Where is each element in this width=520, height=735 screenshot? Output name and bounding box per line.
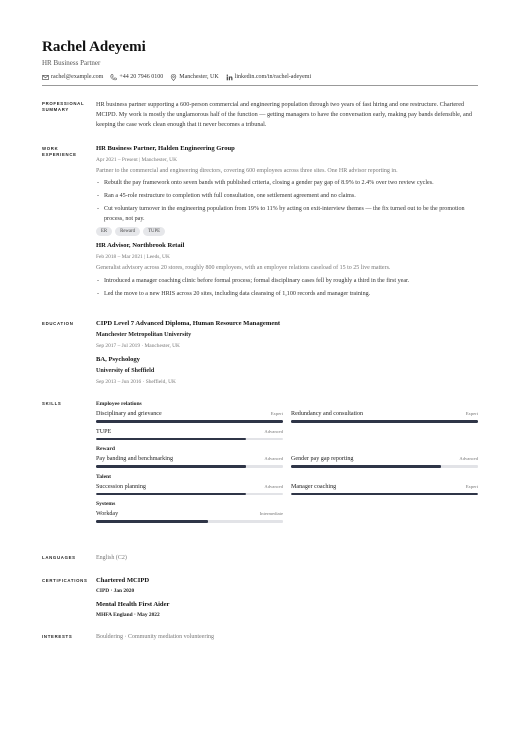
education-entry [96, 319, 478, 351]
contact-linkedin[interactable]: linkedin.com/in/rachel-adeyemi [226, 73, 311, 81]
job-meta: Feb 2018 – Mar 2021 | Leeds, UK [96, 254, 170, 260]
skill-name: Disciplinary and grievance [96, 411, 162, 417]
skill-item [96, 454, 283, 471]
linkedin-icon [226, 74, 233, 81]
skill-bar-fill [96, 465, 246, 468]
degree: BA, Psychology [96, 356, 140, 363]
candidate-name: Rachel Adeyemi [42, 39, 146, 55]
skill-bar-fill [96, 520, 208, 523]
summary-text: HR business partner supporting a 600-person commercial and engineering population through two years of fast hiring and one restructure. Chartered MCIPD. My work is mostly the unglamorous half of the function — getting managers to have the conversation early, making pay bands defensible, and keeping the case work clean enough that it never becomes a tribunal. [96, 101, 472, 128]
skill-group-title: Employee relations [96, 401, 142, 407]
skill-level: Intermediate [259, 511, 283, 516]
skill-level: Advanced [264, 456, 283, 461]
mail-icon [42, 74, 49, 81]
job-bullet: - Led the move to a new HRIS across 20 sites, including data cleansing of 1,100 records and manager training. [96, 289, 478, 299]
skill-bar [291, 420, 478, 423]
tag-chip: Reward [115, 227, 140, 236]
skill-level: Expert [465, 411, 478, 416]
skill-bar-fill [96, 493, 246, 496]
section-label: CERTIFICATIONS [42, 578, 88, 583]
contact-bar [42, 73, 478, 81]
job-entry [96, 241, 478, 299]
section-label: WORK EXPERIENCE [42, 146, 77, 157]
skill-name: Manager coaching [291, 483, 337, 490]
skill-name: TUPE [96, 428, 112, 435]
skill-bar-fill [291, 420, 478, 423]
skill-bar [96, 438, 283, 441]
skill-group-title: Systems [96, 501, 116, 507]
contact-phone[interactable]: +44 20 7946 0100 [110, 73, 163, 81]
skill-bar-fill [96, 438, 246, 441]
certification-meta: MHFA England · May 2022 [96, 612, 160, 618]
section-label: PROFESSIONAL SUMMARY [42, 101, 85, 112]
skill-item [291, 409, 478, 426]
certification-entry [96, 600, 478, 620]
skill-bar [96, 420, 283, 423]
education-meta: Sep 2017 – Jul 2019 · Manchester, UK [96, 343, 180, 349]
job-bullet: - Ran a 45-role restructure to completion with full consultation, one settlement agreement and no claims. [96, 191, 478, 201]
skill-item [291, 482, 478, 499]
skill-level: Expert [270, 411, 283, 416]
skill-name: Redundancy and consultation [291, 411, 364, 417]
section-label: INTERESTS [42, 634, 73, 639]
skill-level: Advanced [459, 456, 478, 461]
job-description: Generalist advisory across 20 stores, roughly 800 employees, with an employee relations caseload of 15 to 25 live matters. [96, 265, 391, 271]
certification-meta: CIPD · Jan 2020 [96, 588, 135, 594]
skill-bar [291, 493, 478, 496]
phone-icon [110, 74, 117, 81]
skill-item [291, 454, 478, 471]
skill-bar-fill [291, 493, 478, 496]
section-label: LANGUAGES [42, 555, 76, 560]
skill-bar [96, 493, 283, 496]
skill-item [96, 509, 283, 526]
resume-page [42, 38, 478, 640]
skill-level: Advanced [264, 483, 283, 489]
languages-text: English (C2) [96, 555, 127, 561]
job-title: HR Advisor, Northbrook Retail [96, 242, 185, 249]
school: Manchester Metropolitan University [96, 332, 192, 338]
job-bullet: - Introduced a manager coaching clinic before formal process; formal disciplinary cases fell by roughly a third in the first year. [96, 276, 478, 286]
skill-bar [96, 520, 283, 523]
contact-email[interactable]: rachel@example.com [42, 73, 103, 81]
contact-location: Manchester, UK [170, 73, 218, 81]
education-meta: Sep 2013 – Jun 2016 · Sheffield, UK [96, 379, 176, 385]
skill-item [96, 482, 283, 499]
location-pin-icon [170, 74, 177, 81]
job-meta: Apr 2021 – Present | Manchester, UK [96, 157, 177, 163]
candidate-title: HR Business Partner [42, 59, 101, 67]
job-entry [96, 144, 478, 236]
skill-group-title: Talent [96, 473, 112, 480]
education-entry [96, 355, 478, 387]
certification-entry [96, 576, 478, 596]
skill-level: Advanced [264, 428, 283, 434]
school: University of Sheffield [96, 368, 155, 374]
job-bullet: - Rebuilt the pay framework onto seven bands with published criteria, closing a gender pay gap of 8.9% to 2.4% over two review cycles. [96, 178, 478, 188]
skill-level: Expert [465, 483, 478, 489]
skill-group-title: Reward [96, 446, 115, 452]
job-bullet: - Cut voluntary turnover in the engineering population from 19% to 11% by acting on exit-interview themes — the fix turned out to be the promotion process, not pay. [96, 204, 478, 224]
interests-text: Bouldering · Community mediation volunteering [96, 634, 214, 640]
certification-name: Mental Health First Aider [96, 601, 170, 608]
skill-item [96, 409, 283, 426]
skill-bar [291, 465, 478, 468]
skill-name: Gender pay gap reporting [291, 456, 354, 462]
certification-name: Chartered MCIPD [96, 577, 150, 584]
skill-bar-fill [291, 465, 441, 468]
tag-chip: ER [96, 227, 112, 236]
skill-name: Workday [96, 511, 119, 517]
tag-chip: TUPE [143, 227, 165, 236]
job-description: Partner to the commercial and engineering directors, covering 600 employees across three sites. One HR advisor reporting in. [96, 168, 398, 174]
section-label: EDUCATION [42, 321, 74, 326]
skill-bar [96, 465, 283, 468]
skill-name: Pay banding and benchmarking [96, 456, 173, 462]
skill-name: Succession planning [96, 483, 146, 490]
degree: CIPD Level 7 Advanced Diploma, Human Resource Management [96, 320, 281, 327]
skill-bar-fill [96, 420, 283, 423]
section-label: SKILLS [42, 401, 62, 406]
job-tags [96, 227, 478, 236]
job-title: HR Business Partner, Halden Engineering Group [96, 145, 235, 152]
skill-item [96, 427, 283, 444]
header-divider [42, 85, 478, 86]
